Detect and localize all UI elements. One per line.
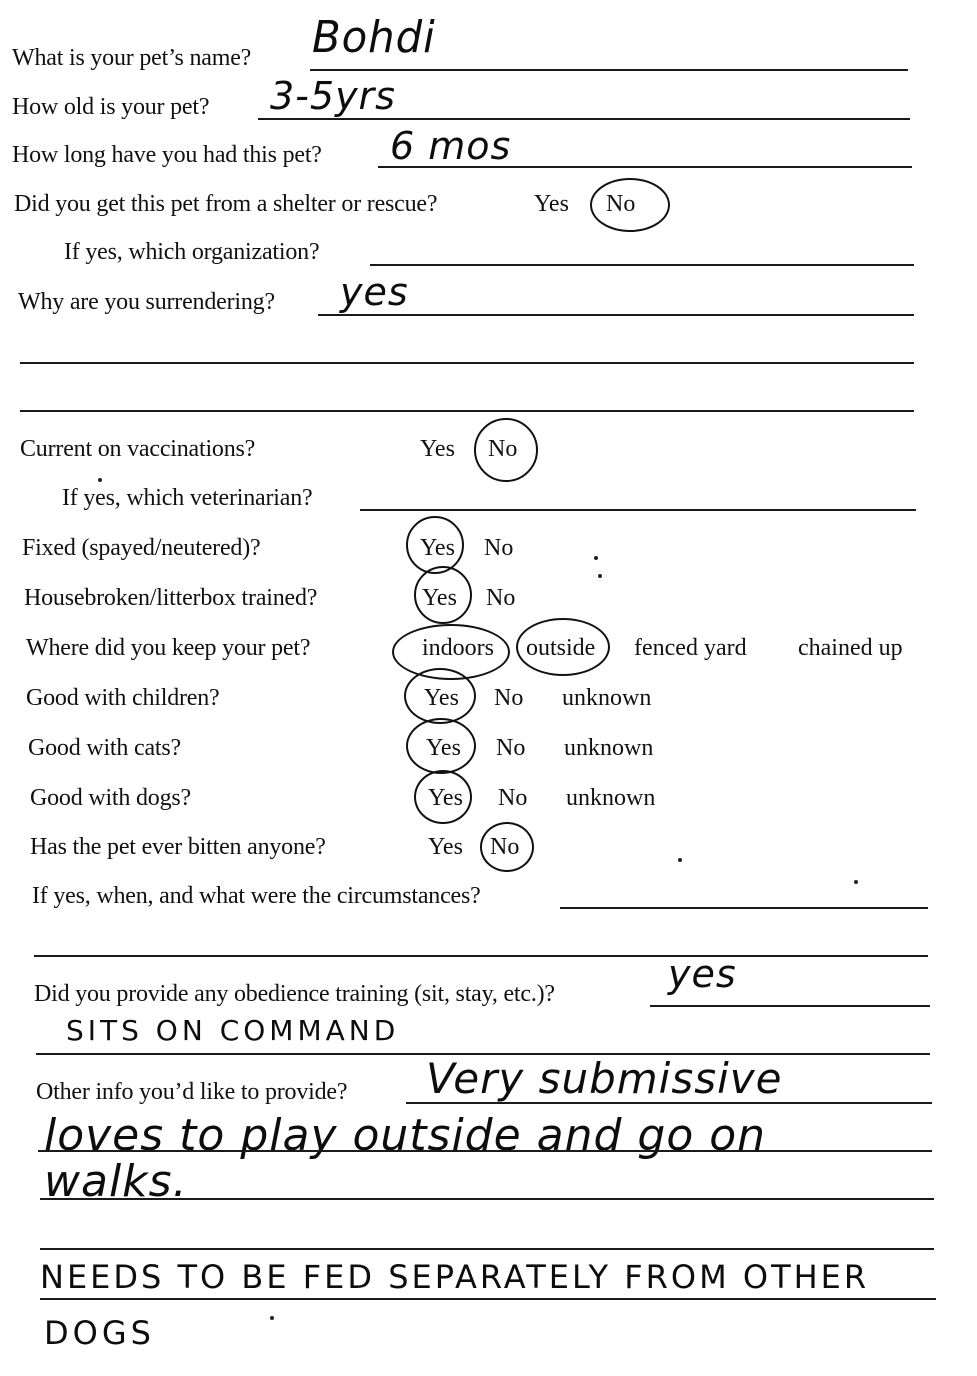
answer-other-line-5: DOGS [44, 1314, 155, 1352]
housebroken-option-yes: Yes [422, 585, 457, 611]
scan-speck [98, 478, 102, 482]
question-pet-age: How old is your pet? [12, 94, 210, 120]
question-housebroken: Housebroken/litterbox trained? [24, 585, 318, 611]
children-option-unknown: unknown [562, 685, 652, 711]
dogs-option-no: No [498, 785, 528, 811]
question-which-vet: If yes, which veterinarian? [62, 485, 313, 511]
question-why-surrender: Why are you surrendering? [18, 289, 275, 315]
bitten-option-no: No [490, 834, 520, 860]
question-which-org: If yes, which organization? [64, 239, 320, 265]
question-cats: Good with cats? [28, 735, 181, 761]
answer-obedience-detail: SITS ON COMMAND [66, 1014, 400, 1047]
cats-option-no: No [496, 735, 526, 761]
answer-line-which-org [370, 264, 914, 266]
answer-how-long: 6 mos [390, 124, 512, 168]
answer-line-other-info-2 [38, 1150, 932, 1152]
bitten-option-yes: Yes [428, 834, 463, 860]
answer-line-why-surrender-2 [20, 362, 914, 364]
answer-line-bite-details [560, 907, 928, 909]
shelter-option-no: No [606, 191, 636, 217]
vaccinations-option-yes: Yes [420, 436, 455, 462]
question-where-kept: Where did you keep your pet? [26, 635, 311, 661]
question-bitten: Has the pet ever bitten anyone? [30, 834, 326, 860]
children-option-no: No [494, 685, 524, 711]
answer-line-bite-details-2 [34, 955, 928, 957]
scan-speck [854, 880, 858, 884]
answer-other-line-4: NEEDS TO BE FED SEPARATELY FROM OTHER [40, 1258, 870, 1296]
shelter-option-yes: Yes [534, 191, 569, 217]
where-option-fenced-yard: fenced yard [634, 635, 747, 661]
scan-speck [270, 1316, 274, 1320]
answer-pet-age: 3-5yrs [270, 74, 396, 118]
fixed-option-yes: Yes [420, 535, 455, 561]
dogs-option-yes: Yes [428, 785, 463, 811]
where-option-outside: outside [526, 635, 596, 661]
where-option-chained-up: chained up [798, 635, 903, 661]
fixed-option-no: No [484, 535, 514, 561]
answer-line-obedience [650, 1005, 930, 1007]
vaccinations-option-no: No [488, 436, 518, 462]
question-obedience: Did you provide any obedience training (sit, stay, etc.)? [34, 981, 555, 1007]
answer-line-other-info-5 [40, 1298, 936, 1300]
question-shelter: Did you get this pet from a shelter or rescue? [14, 191, 438, 217]
children-option-yes: Yes [424, 685, 459, 711]
answer-why-surrender: yes [340, 270, 409, 314]
housebroken-option-no: No [486, 585, 516, 611]
answer-line-why-surrender [318, 314, 914, 316]
answer-other-line-3: walks. [44, 1156, 188, 1207]
scan-speck [598, 574, 602, 578]
question-vaccinations: Current on vaccinations? [20, 436, 256, 462]
question-fixed: Fixed (spayed/neutered)? [22, 535, 261, 561]
question-children: Good with children? [26, 685, 220, 711]
answer-line-which-vet [360, 509, 916, 511]
answer-other-line-2: loves to play outside and go on [44, 1110, 767, 1161]
answer-obedience: yes [668, 952, 737, 996]
answer-line-pet-age [258, 118, 910, 120]
scan-speck [594, 556, 598, 560]
cats-option-unknown: unknown [564, 735, 654, 761]
question-other-info: Other info you’d like to provide? [36, 1079, 348, 1105]
cats-option-yes: Yes [426, 735, 461, 761]
question-dogs: Good with dogs? [30, 785, 191, 811]
where-option-indoors: indoors [422, 635, 494, 661]
question-how-long: How long have you had this pet? [12, 142, 322, 168]
question-bite-details: If yes, when, and what were the circumstances? [32, 883, 481, 909]
answer-pet-name: Bohdi [312, 12, 436, 63]
answer-line-other-info-4 [40, 1248, 934, 1250]
answer-line-why-surrender-3 [20, 410, 914, 412]
question-pet-name: What is your pet’s name? [12, 45, 252, 71]
answer-other-line-1: Very submissive [426, 1054, 783, 1103]
dogs-option-unknown: unknown [566, 785, 656, 811]
answer-line-other-info-3 [40, 1198, 934, 1200]
answer-line-pet-name [310, 69, 908, 71]
scan-speck [678, 858, 682, 862]
